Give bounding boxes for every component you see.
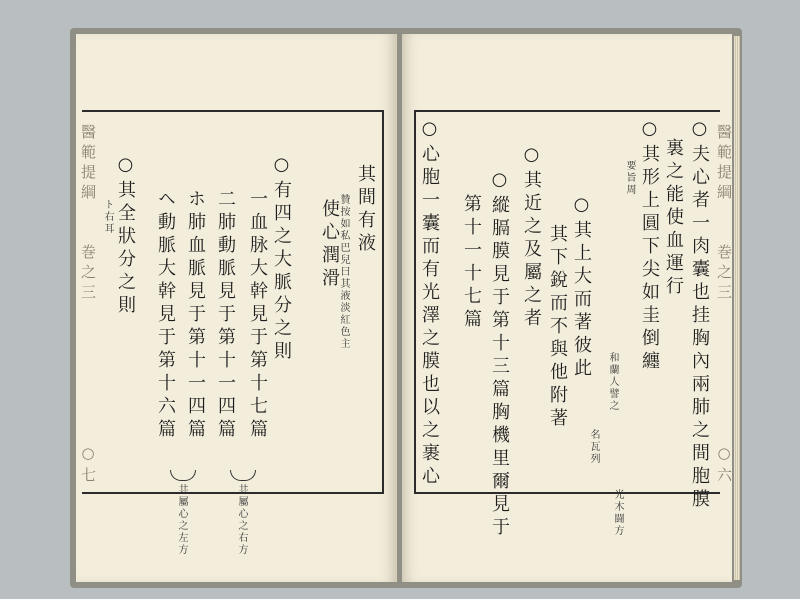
text-column: 二肺動脈見于第十一四篇 [215,189,236,442]
text-column: ○其上大而著彼此 [571,194,592,381]
bracket-note: 共屬心之右方 [236,484,247,556]
annotation-column: 光木闘方 [612,489,623,537]
bracket-note: 共屬心之左方 [176,484,187,556]
annotation-column: ト右耳 [102,199,113,235]
right-folio: ○六 [715,444,733,487]
annotation-column: 和蘭人譬之 [607,352,618,412]
left-folio: ○七 [79,444,97,487]
left-running-title: 醫範提綱 [79,124,97,204]
text-column: 使心潤滑 [319,199,340,291]
left-page [76,34,397,582]
text-column: ○有四之大脈分之則 [271,154,292,364]
text-column: ○其全狀分之則 [115,154,136,318]
text-column: ホ肺血脈見于第十一四篇 [185,189,206,442]
text-column: 一血脉大幹見于第十七篇 [247,189,268,442]
right-running-title: 醫範提綱 [715,124,733,204]
text-column: ○縱膈膜見于第十三篇胸機里爾見于 [489,169,510,540]
text-column: ヘ動脈大幹見于第十六篇 [155,189,176,442]
text-column: ○其近之及屬之者 [521,144,542,331]
text-column: 其間有液 [355,164,376,256]
text-column: ○其形上圓下尖如圭倒纏 [639,118,660,374]
text-column: 其下銳而不與他附著 [547,224,568,431]
page-edges [734,36,740,580]
text-column: 裏之能使血運行 [663,138,684,299]
margin-note: 要旨周 [624,160,635,196]
left-volume-label: 巻之三 [79,244,97,304]
text-column: 第十一十七篇 [461,194,482,332]
text-column: ○心胞一囊而有光澤之膜也以之裹心 [419,118,440,489]
text-column: ○夫心者一肉囊也挂胸內兩肺之間胞膜 [689,118,710,512]
annotation-column: 贊按如私巴兒曰其液淡紅色主 [338,194,349,350]
annotation-column: 名瓦列 [588,429,599,465]
right-page [402,34,732,582]
right-volume-label: 巻之三 [715,244,733,304]
